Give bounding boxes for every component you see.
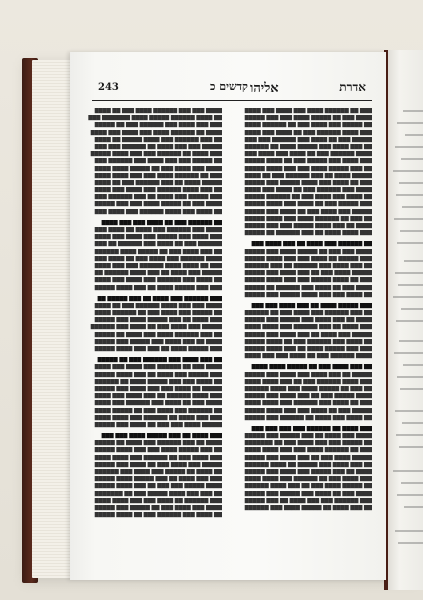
page-stack-edge	[32, 60, 72, 578]
header-rule	[92, 100, 372, 101]
text-column-left: ████ ███ ███ ██████ ████ ███ ██ ████ ██ ████ ██████ █████ ████ ███████ ███ ███ ███ ████ ███ ██████ ███ ██ █████ ████ ██ ██████ ████ ███ ████ ███ ████ ██ ███ ██████ ███ ████ █████ ██ ████ █████ ███ ███ ████ ██ ██████ ███ ███ ███ ████ ██ ██████ ███ ███ ████ █████ ██ █████ ███ ███ ████ ███ ██████ ███ ████ ███ ████ ███ ██ █████ ████ ████ ███ ██ ██████ ████ ███ ███ ████ ████ █████ ████ ██ ███ ██████ ███ ██ ████ ██ ███ ████ ██████ ███ ████ ███ ████ ███ █████ ███ ████ ██ ███ ██████ ███ ████ ███ ██ █████ ████ ███ ███ █████ ██ ████ ███ ████ ██████ ███ ████ ███ ██ ██████ ███ ██ ████ ███ ███ ████ ████ ███ ██████ ███ ████ ██ ████ ███ ███ ████ ███ █████ ███ ████ ███ ████ ██████ ███ ██ ████ ███ ██████ ██ ███ ██ ███ ████ ███ ██ █████ ████ ██████ ████ ██████ ███ ████ ███ ██ ████ ███ ███ ██ ████ ████ ██████ ███ ███ ████ █████ ███ ████ ██ ███ ████ ██████ ██ ██ ████ ███ ██████ ███ ████ ███ ████ ███ ███ █████ ████ ██ ███ ████ █████ ███ ██████ ███ ████ ██ ███ █████ ██ ████ ███ ███ ████ ██████ ███ ██ ████ ██ █████ ███ ████ ███ ██ ██████ ████ ███ ████ ██ ███ █████ ████ ███ █████ █████ ███ ████ ███ ██ ████ ███ ██████ ██ ███ ██████ ████ ███ ████ ██ █████ ████ ██ ███ ████ ███ █████ ███ █████ ███ █████ ████ ██ ███ ███ ████ █████ ██ ███ ████ ███ ██████ ███ ██ █████ ████ ███ ██ ██████ ███ ████ ███ ████ ███ █████ ███ ████ ██ ███ ████ █████ ██ ████ ███ ███ █████ ████ ██ ██████ █████ ██ ████ ███ ███ ████ ███ █████ ███ ████ ██████ ██ ███ ████ ███ ████ ████ ███ ██ ████ ███ ██████ ███ ████ ██ ██████ ███ ████ ███ ██ █████ ████ ███ ███ ████ ██ ██████ ███ ████ ████ █████ ████ ███ ███ ██ ████ ███ █████ ███ ████ ██ ███ █████ ████ ███ ███ ████ ██ ███ ██████ ███ ████ ██ █████ ██ ███ █████ ████ ███ ███ ████ █████ ███ ████ ███ ██ ██████ ███ ████ ████ █████ ███ ████ ███ ██ ████ ███ █████ ██ ████ ██ █████ ███ ████ ███ ██████ ███ ███ ████ ██ ███ █████ ████ █████ ████ █████ ███ ███ ██ ███ ████ █████ ██ ███ ███ ████ █████ ███ ██ ███████ ███ ██████ ██ ████ ███ ███ ████ ████ ████ ███ ████ ███ ██ █████ ███ █████ ██ ████ ███ ██████ ███ ██ ████ █████	[88, 108, 222, 519]
page-number: 243	[98, 82, 119, 93]
book-page	[70, 52, 386, 580]
running-header	[90, 80, 374, 98]
text-column-right: ███ ██ ██████ ████ ███ ████ ███ ████ ████ ███ ██ █████ ████ ███ ███ █████ ██ █████ ███ ████ ███ ██ ██████ ████ ███ ████ ██████ ███ ██ ████ ███ ████ █████ ███ ██ ████ ███ ██████ ███ ███ ██ ███ ████ ███ █████ ████ ██ ██████ ████ ██████ ███ ██ ████ ███ ████ ███ ███ ████ ███ █████ ███ ██ ████ █████ ██ ███ █████ ████ ███ ███ ████ █████ █████ ████ ██ ███ ██████ ███ ██ ████ ███ ██ ████ ███ ████ █████ ███ █████ ████ ███ ██████ ███ ██ ████ ███ ████ ██ ████ ███ ████ ███ ██ ██████ █████ ███ █████ ███ ██ ████ ███ ████ █████ █████ ███ ████ ███ ██ ████ ███ █████ ██ ███ ██ ██████ ████ ███ ████ █████ ████ ██ ███ ████ █████ ███ ███ █████ ███ ████ ████ ██ ███ ██████ ██ █████ ██ ██████ ███ ████ ██ ███ ████ ███ ████ ███ ███ ██ █████ ████ ███ █████ ███ █████ ██ ████ ███ ███ ████ █████ ██ ███ ████ ███ ██████ ██ ███ ██████ █████ ████ ███ ██ ███ ████ ███ █████ ███ ██ ████ █████ ███ ███ ████ █████ ████ ███ ██ ████ ███ ██████ ██ █████ ██ ████ ███ ███ ████ █████ ███ █████ ███ █████ ████ ██ ███ ████ ███ ███ ██ ███ ██████ ███ ████ ███ ██ ██████ ████ ██ ███ ████ ███ █████ ███ █████ ███ ████ ██ ███ ██████ ███ ████ ████ █████ ███ ████ ██ ███ ████ ███ █████ ██ ████ ███ ██████ ███ ██ ████ █████ ███ ███ █████ ████ ██ ███ ████ █████ ████ ██████ ███ ██ ████ ███ ███ ████ ██ ███ ████ ███ ██ █████ ████ ████ █████ ██ ███ ████ ███ ████ ███ █████ ███ ████ ██████ ███ ██ ███ ████ ████ ██ ███ ██ █████ ████ ███ ████ ██████ ████ █████ ███ ██ ███ ████ ███ █████ ███ ██ ████ ███ ██████ ███ ████ ████ █████ ███ ██ ████ ███ ███ ████ █████ ██ ████ ███ ████ ██ ██████ ███ █████ ███ ████ ██ ██████ ███ ███ ███ ███ ████ ███ ████ ██ ███ █████ ███ █████ ██ █████ ███ ███ ████ ███ ██ ███████ ███ ██ ██████ ████ ███ ███ ████ ████ █████ ████ ███ ██ ███ ████ ███ █████ ██ ███ ████ ███ █████ ██ ████ ██████ ████ ██ ███ █████ ███ ████ ███ █████ ███ ████ ███ ██ ██████ ███ ████ ████ ██ █████ ████ ███ ██ ███ ████ ██████ ████ ███ ██ ████ ███ █████ ███ █████ ███ ██████ ███ ███ ████ ██ ███ █████ ██ ███ ████ ██ █████ ████ ███ ██████	[244, 108, 372, 511]
header-title: אדרת	[339, 80, 366, 94]
header-name: אליהו	[250, 81, 279, 96]
column-gutter	[220, 108, 228, 568]
next-page-peek	[384, 50, 423, 590]
header-tractate: קדשים כ	[210, 80, 248, 93]
